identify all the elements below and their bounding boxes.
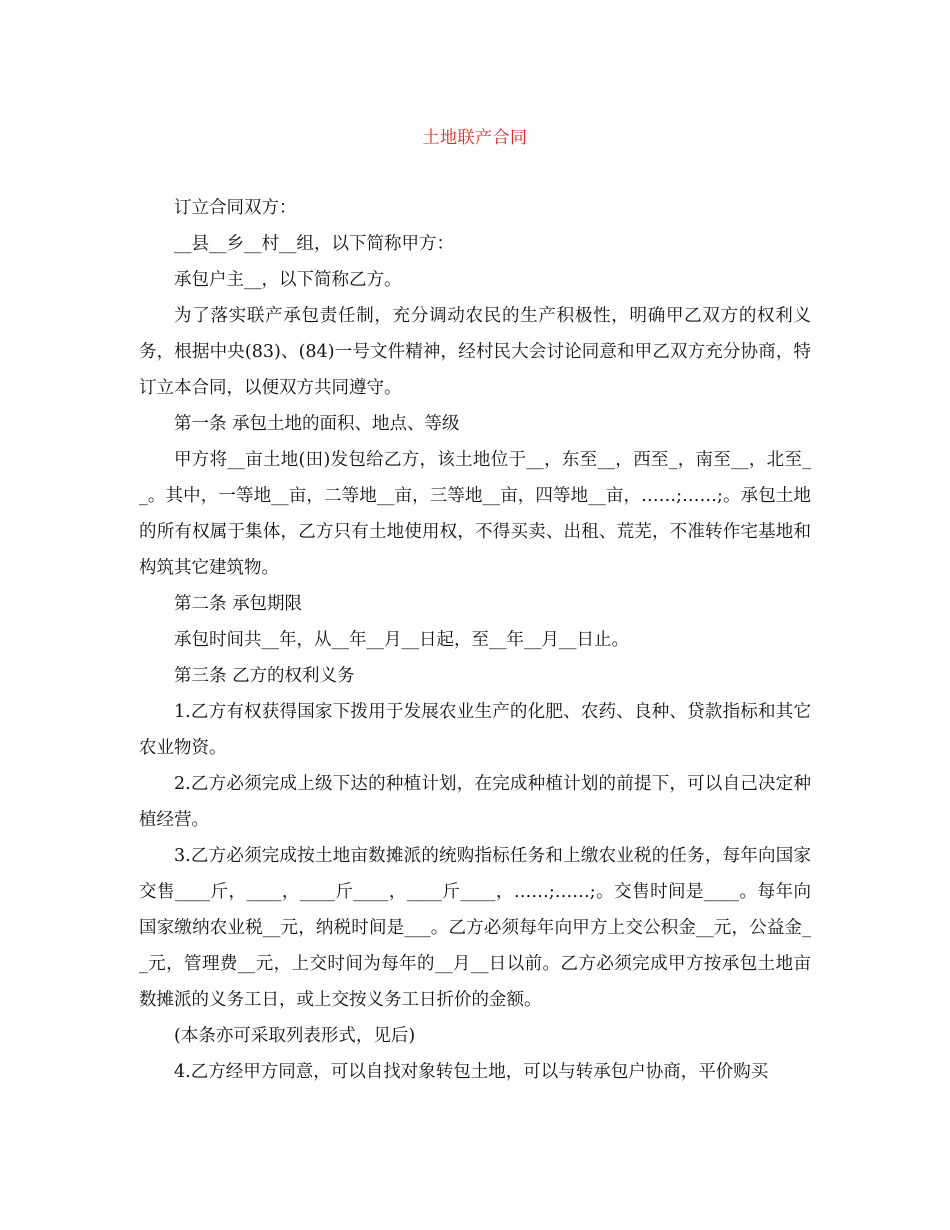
article-2-heading: 第二条 承包期限 (174, 594, 303, 614)
contract-parties-heading: 订立合同双方： (174, 198, 297, 218)
article-3-heading: 第三条 乙方的权利义务 (174, 666, 355, 686)
document-title: 土地联产合同 (422, 128, 528, 148)
party-a-line: __县__乡__村__组，以下简称甲方： (174, 234, 454, 254)
party-b-line: 承包户主__，以下简称乙方。 (174, 270, 402, 290)
document-body (139, 190, 811, 1090)
article-3-item-3: 3.乙方必须完成按土地亩数摊派的统购指标任务和上缴农业税的任务，每年向国家交售____斤，____，____斤____，____斤____，……;……;。交售时间是____。每年向国家缴纳农业税__元，纳税时间是___。乙方必须每年向甲方上交公积金__元，公益金__元，管理费__元，上交时间为每年的__月__日以前。乙方必须完成甲方按承包土地亩数摊派的义务工日，或上交按义务工日折价的金额。 (139, 846, 811, 1010)
article-2-paragraph: 承包时间共__年，从__年__月__日起，至__年__月__日止。 (174, 630, 629, 650)
article-3-item-4: 4.乙方经甲方同意，可以自找对象转包土地，可以与转承包户协商，平价购买 (174, 1062, 769, 1082)
article-1-heading: 第一条 承包土地的面积、地点、等级 (174, 414, 460, 434)
preamble-paragraph: 为了落实联产承包责任制，充分调动农民的生产积极性，明确甲乙双方的权利义务，根据中央(83)、(84)一号文件精神，经村民大会讨论同意和甲乙双方充分协商，特订立本合同，以便双方共同遵守。 (139, 306, 811, 398)
article-3-item-1: 1.乙方有权获得国家下拨用于发展农业生产的化肥、农药、良种、贷款指标和其它农业物资。 (139, 702, 811, 758)
article-3-item-2: 2.乙方必须完成上级下达的种植计划，在完成种植计划的前提下，可以自己决定种植经营。 (139, 774, 811, 830)
article-1-paragraph: 甲方将__亩土地(田)发包给乙方，该土地位于__，东至__，西至_，南至__，北至__。其中，一等地__亩，二等地__亩，三等地__亩，四等地__亩，……;……;。承包土地的所有权属于集体，乙方只有土地使用权，不得买卖、出租、荒芜，不准转作宅基地和构筑其它建筑物。 (139, 450, 811, 578)
article-3-note: (本条亦可采取列表形式，见后) (174, 1026, 416, 1046)
